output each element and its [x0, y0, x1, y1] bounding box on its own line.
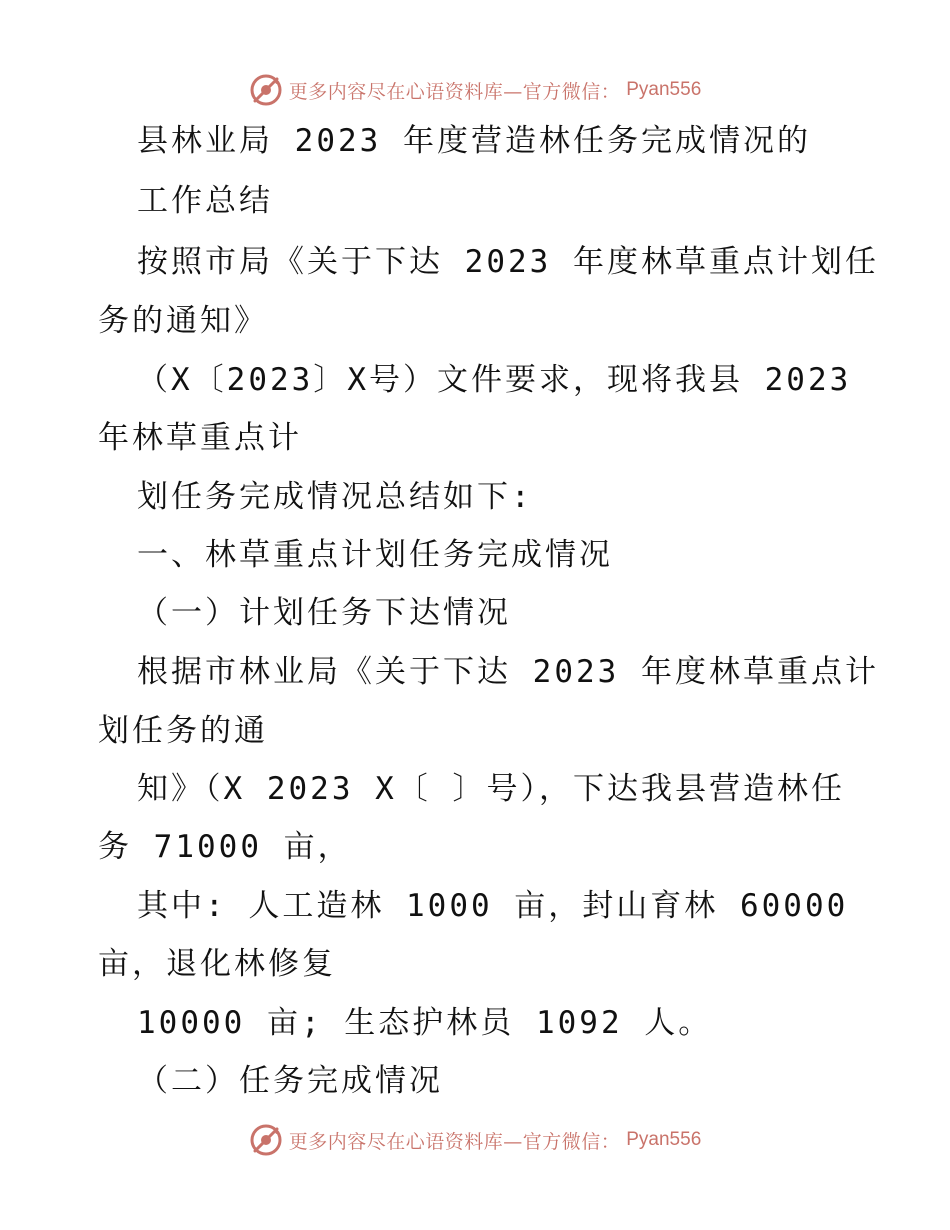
- brand-logo-icon: [249, 1123, 283, 1157]
- document-title-line-2: 工作总结: [137, 183, 273, 219]
- footer-banner-content: [249, 1123, 702, 1157]
- footer-banner-wechat-id: Pyan556: [626, 1129, 702, 1150]
- paragraph-line: 亩，退化林修复: [98, 946, 336, 982]
- header-banner-content: [249, 73, 702, 107]
- paragraph-line: 务 71000 亩，: [98, 829, 352, 865]
- paragraph-line: 划任务的通: [98, 713, 268, 749]
- paragraph-line: 其中: 人工造林 1000 亩，封山育林 60000: [137, 888, 849, 924]
- brand-logo-icon: [249, 73, 283, 107]
- paragraph-line: 10000 亩; 生态护林员 1092 人。: [137, 1005, 713, 1041]
- paragraph-line: 知》（X 2023 X〔 〕号），下达我县营造林任: [137, 771, 845, 807]
- header-banner-text: 更多内容尽在心语资料库—官方微信：: [288, 80, 621, 103]
- paragraph-line: （X〔2023〕X号）文件要求，现将我县 2023: [137, 362, 852, 398]
- paragraph-line: 根据市林业局《关于下达 2023 年度林草重点计: [137, 654, 879, 690]
- header-banner-wechat-id: Pyan556: [626, 79, 702, 100]
- footer-banner: [0, 1120, 950, 1160]
- section-heading: 一、林草重点计划任务完成情况: [137, 537, 613, 573]
- subsection-heading: （二）任务完成情况: [137, 1063, 443, 1099]
- paragraph-line: 年林草重点计: [98, 420, 302, 456]
- document-title-line-1: 县林业局 2023 年度营造林任务完成情况的: [137, 123, 811, 159]
- footer-banner-text: 更多内容尽在心语资料库—官方微信：: [288, 1130, 621, 1153]
- subsection-heading: （一）计划任务下达情况: [137, 595, 511, 631]
- paragraph-line: 按照市局《关于下达 2023 年度林草重点计划任: [137, 244, 879, 280]
- paragraph-line: 划任务完成情况总结如下:: [137, 479, 533, 515]
- paragraph-line: 务的通知》: [98, 303, 268, 339]
- header-banner: [0, 70, 950, 110]
